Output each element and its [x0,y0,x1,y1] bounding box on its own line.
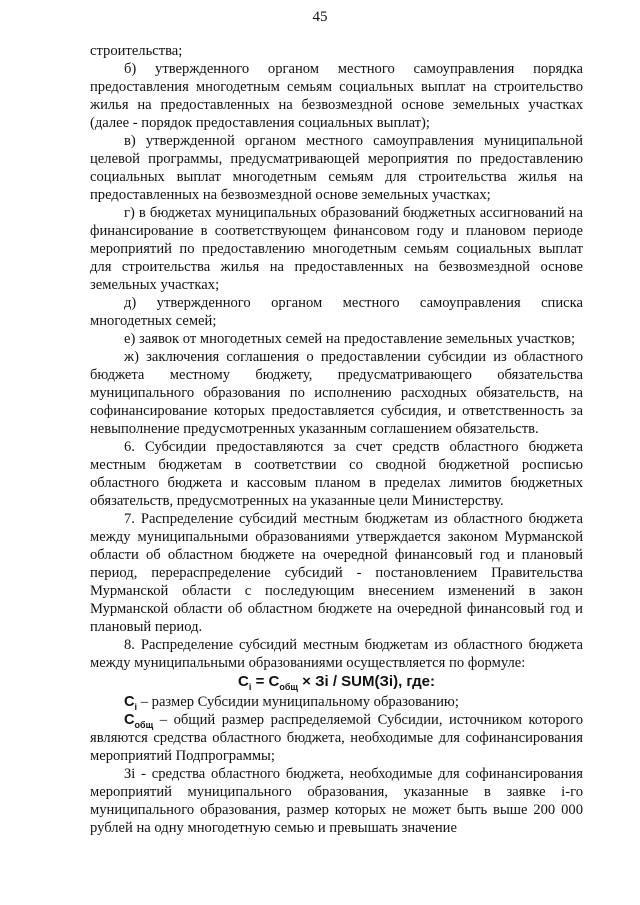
symbol-ci-letter: C [124,694,135,710]
formula-sub-i: i [248,682,252,692]
formula-c-symbol: C [238,673,249,690]
formula-c-total-symbol: C [268,673,280,690]
paragraph-section-7: 7. Распределение субсидий местным бюджетам из областного бюджета между муниципальными образованиями утверждается законом Мурманской области об областном бюджете на очередной финансовый год и плановый период, перераспределение субсидий - постановлением Правительства Мурманской области с последующим внесением изменений в закон Мурманской области об областном бюджете на очередной финансовый год и плановый период. [90,511,583,635]
paragraph-item-v: в) утвержденной органом местного самоуправления муниципальной целевой программы, предусматривающей мероприятия по предоставлению социальных выплат многодетным семьям для строительства жилья на предоставленных на безвозмездной основе земельных участках; [90,133,583,203]
paragraph-section-6: 6. Субсидии предоставляются за счет средств областного бюджета местным бюджетам в соответствии со сводной бюджетной росписью областного бюджета и кассовым планом в пределах лимитов бюджетных обязательств, предусмотренных на указанные цели Министерству. [90,439,583,509]
page-number: 45 [312,9,328,25]
definition-ci-text: – размер Субсидии муниципальному образованию; [137,694,459,710]
formula-equals: = [251,673,269,690]
paragraph-section-8: 8. Распределение субсидий местным бюджетам из областного бюджета между муниципальными образованиями осуществляется по формуле: [90,637,583,671]
formula-sub-total: общ [279,682,299,692]
paragraph-item-b: б) утвержденного органом местного самоуправления порядка предоставления многодетным семьям социальных выплат на строительство жилья на предоставленных на безвозмездной основе земельных участках (далее - порядок предоставления социальных выплат); [90,61,583,131]
definition-ci [90,693,583,711]
definition-cobsh-text: – общий размер распределяемой Субсидии, источником которого являются средства областного бюджета, необходимые для софинансирования мероприятий Подпрограммы; [90,712,583,764]
symbol-cobsh-letter: C [124,712,135,728]
symbol-ci-sub: i [134,701,138,712]
paragraph-item-d: д) утвержденного органом местного самоуправления списка многодетных семей; [90,295,583,329]
paragraph-construction-end: строительства; [90,43,183,59]
definition-cobsh [90,711,583,765]
symbol-cobsh [124,712,153,728]
definition-zi: Зi - средства областного бюджета, необходимые для софинансирования мероприятий муниципального образования, указанные в заявке i-го муниципального образования, размер которых не может быть выше 200 000 рублей на одну многодетную семью и превышать значение [90,766,583,836]
formula-remainder: × Зi / SUM(Зi), где: [298,673,435,690]
paragraph-item-zh: ж) заключения соглашения о предоставлении субсидии из областного бюджета местному бюджету, предусматривающего обязательства муниципального образования по исполнению расходных обязательств, на софинансирование которых предоставляется субсидия, и ответственность за невыполнение предусмотренных указанным соглашением обязательств. [90,349,583,437]
document-body [90,42,583,837]
paragraph-item-e: е) заявок от многодетных семей на предоставление земельных участков; [124,331,576,347]
paragraph-item-g: г) в бюджетах муниципальных образований бюджетных ассигнований на финансирование в соответствующем финансовом году и плановом периоде мероприятий по предоставлению многодетным семьям социальных выплат для строительства жилья на предоставленных на безвозмездной основе земельных участках; [90,205,583,293]
symbol-ci [124,694,137,710]
symbol-cobsh-sub: общ [134,719,154,730]
distribution-formula [90,673,583,691]
